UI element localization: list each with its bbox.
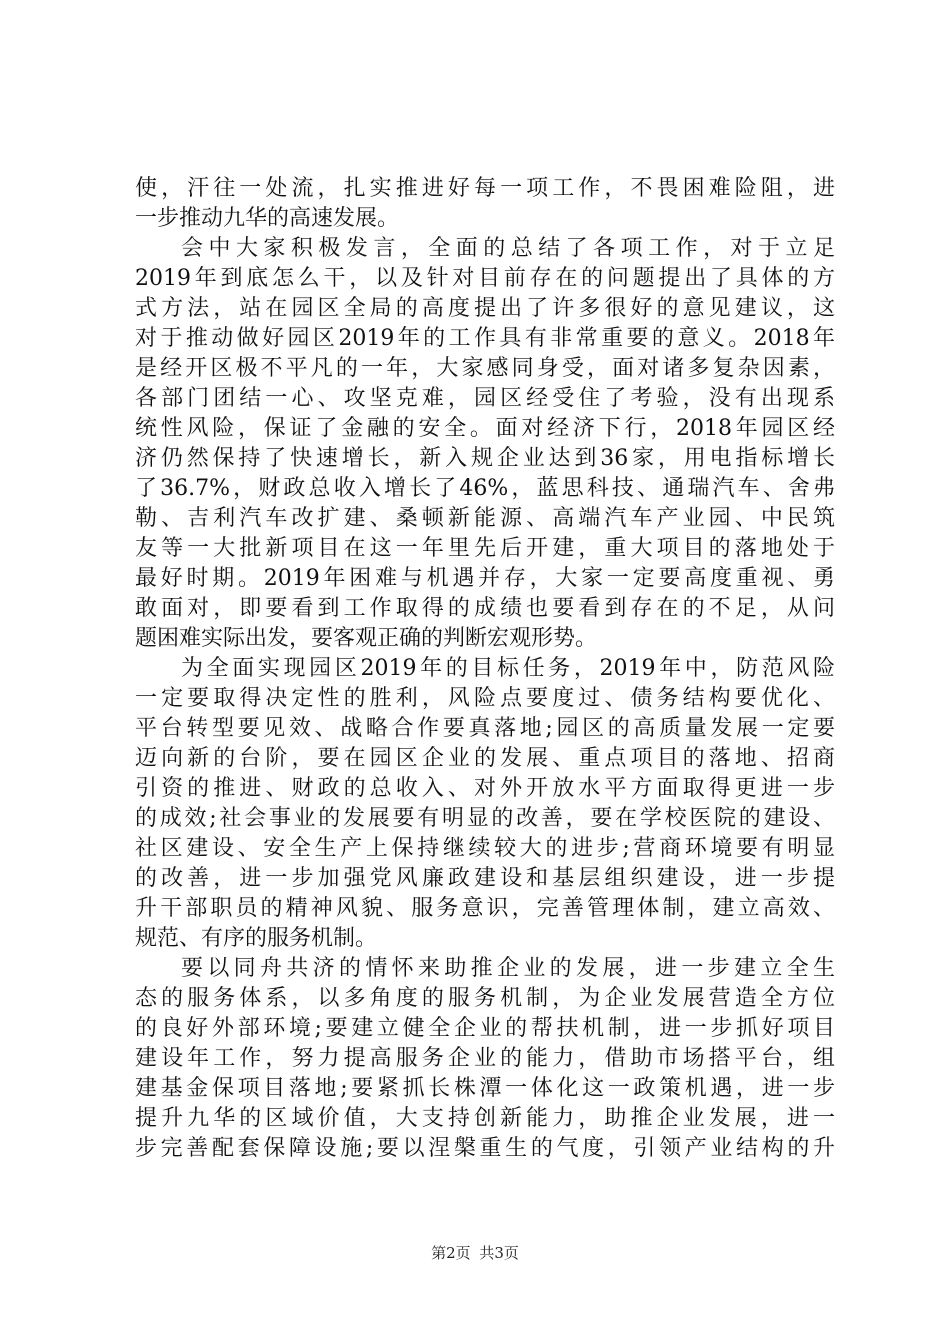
- text-line: 2019年到底怎么干，以及针对目前存在的问题提出了具体的方: [135, 266, 835, 291]
- text-line: 建基金保项目落地;要紧抓长株潭一体化这一政策机遇，进一步: [135, 1076, 835, 1101]
- text-line: 迈向新的台阶，要在园区企业的发展、重点项目的落地、招商: [135, 746, 835, 771]
- text-line: 规范、有序的服务机制。: [135, 926, 378, 951]
- text-line: 提升九华的区域价值，大支持创新能力，助推企业发展，进一: [135, 1106, 835, 1131]
- text-line: 的改善，进一步加强党风廉政建设和基层组织建设，进一步提: [135, 866, 835, 891]
- text-line: 友等一大批新项目在这一年里先后开建，重大项目的落地处于: [135, 536, 835, 561]
- text-line: 济仍然保持了快速增长，新入规企业达到36家，用电指标增长: [135, 446, 835, 471]
- text-line: 是经开区极不平凡的一年，大家感同身受，面对诸多复杂因素，: [135, 356, 835, 381]
- text-line: 建设年工作，努力提高服务企业的能力，借助市场搭平台，组: [135, 1046, 835, 1071]
- text-line: 的良好外部环境;要建立健全企业的帮扶机制，进一步抓好项目: [135, 1016, 835, 1041]
- page-number: 第2页: [431, 1244, 471, 1262]
- text-line: 引资的推进、财政的总收入、对外开放水平方面取得更进一步: [135, 776, 835, 801]
- text-line: 题困难实际出发，要客观正确的判断宏观形势。: [135, 626, 598, 651]
- text-line: 的成效;社会事业的发展要有明显的改善，要在学校医院的建设、: [135, 806, 835, 831]
- text-line: 统性风险，保证了金融的安全。面对经济下行，2018年园区经: [135, 416, 835, 441]
- text-line: 升干部职员的精神风貌、服务意识，完善管理体制，建立高效、: [135, 896, 835, 921]
- body-text: [135, 174, 835, 1164]
- text-line: 一步推动九华的高速发展。: [135, 206, 400, 231]
- paragraph-first-line: 会中大家积极发言，全面的总结了各项工作，对于立足: [181, 236, 835, 261]
- text-line: 敢面对，即要看到工作取得的成绩也要看到存在的不足，从问: [135, 596, 835, 621]
- paragraph-first-line: 为全面实现园区2019年的目标任务，2019年中，防范风险: [181, 656, 835, 681]
- text-line: 各部门团结一心、攻坚克难，园区经受住了考验，没有出现系: [135, 386, 835, 411]
- text-line: 态的服务体系，以多角度的服务机制，为企业发展营造全方位: [135, 986, 835, 1011]
- text-line: 勒、吉利汽车改扩建、桑顿新能源、高端汽车产业园、中民筑: [135, 506, 835, 531]
- text-line: 一定要取得决定性的胜利，风险点要度过、债务结构要优化、: [135, 686, 835, 711]
- text-line: 社区建设、安全生产上保持继续较大的进步;营商环境要有明显: [135, 836, 835, 861]
- text-line: 最好时期。2019年困难与机遇并存，大家一定要高度重视、勇: [135, 566, 835, 591]
- text-line: 步完善配套保障设施;要以涅槃重生的气度，引领产业结构的升: [135, 1136, 835, 1161]
- text-line: 使，汗往一处流，扎实推进好每一项工作，不畏困难险阻，进: [135, 176, 835, 201]
- page-footer: [0, 1243, 950, 1263]
- text-line: 平台转型要见效、战略合作要真落地;园区的高质量发展一定要: [135, 716, 835, 741]
- text-line: 对于推动做好园区2019年的工作具有非常重要的意义。2018年: [135, 326, 835, 351]
- total-pages: 共3页: [479, 1244, 519, 1262]
- text-line: 式方法，站在园区全局的高度提出了许多很好的意见建议，这: [135, 296, 835, 321]
- text-line: 了36.7%，财政总收入增长了46%，蓝思科技、通瑞汽车、舍弗: [135, 476, 835, 501]
- paragraph-first-line: 要以同舟共济的情怀来助推企业的发展，进一步建立全生: [181, 956, 835, 981]
